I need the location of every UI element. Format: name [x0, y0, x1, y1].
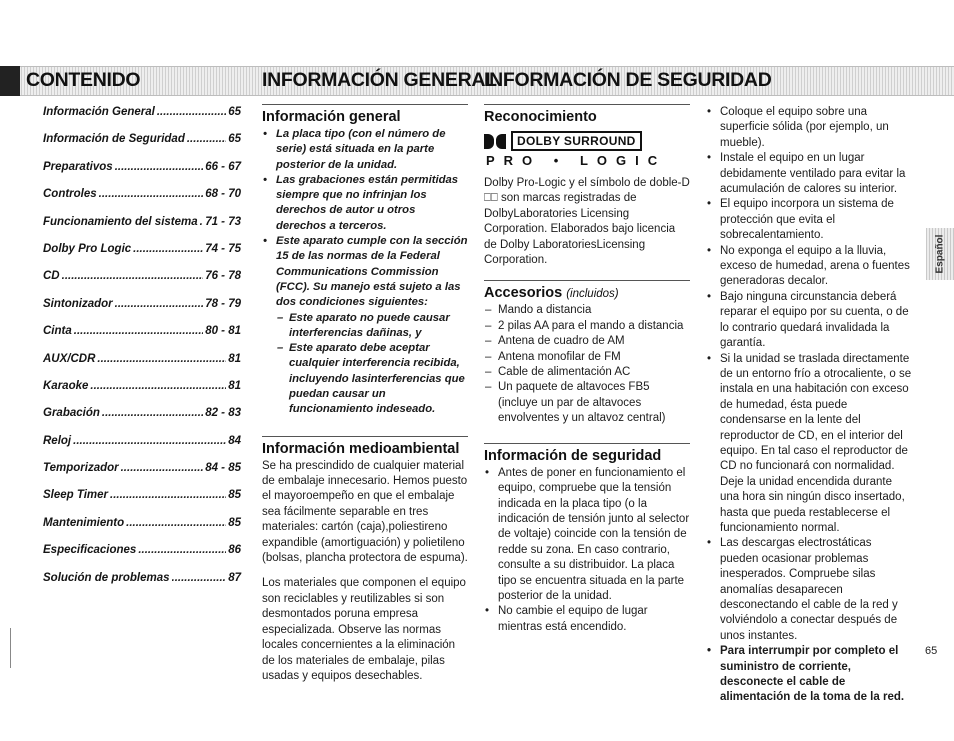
- toc-leader-dots: [115, 298, 204, 310]
- seguridad-list: [484, 466, 690, 635]
- list-item: • La placa tipo (con el número de serie) está situada en la parte posterior de la unidad.: [262, 127, 468, 173]
- medioambiental-paragraph-1: Se ha prescindido de cualquier material de embalaje innecesario. Hemos puesto el mayoroempeño en que el embalaje sea fácilmente separable en tres materiales: cartón (caja),poliestireno expandible (amortiguación) y polietileno (bolsas, plancha protectora de espuma).: [262, 459, 468, 565]
- heading-informacion-general: Información general: [262, 109, 401, 125]
- side-tab-label: Español: [934, 234, 946, 274]
- toc-row[interactable]: [43, 380, 241, 407]
- toc-row[interactable]: [43, 462, 241, 489]
- list-item: – Mando a distancia: [484, 303, 690, 318]
- section-rule: [484, 280, 690, 281]
- heading-seguridad: Información de seguridad: [484, 447, 662, 464]
- toc-label: Dolby Pro Logic: [43, 242, 132, 255]
- toc-page: 84: [228, 434, 241, 447]
- pro-logic-label: PRO • LOGIC: [486, 153, 667, 168]
- toc-label: Controles: [43, 188, 97, 201]
- toc-leader-dots: [121, 462, 204, 474]
- toc-row[interactable]: [43, 188, 241, 215]
- reconocimiento-text: Dolby Pro-Logic y el símbolo de doble-D ⎕⎕ son marcas registradas de DolbyLaboratories Licensing Corporation. Elaborados bajo licencia de Dolby LaboratoriesLicensing Corporation.: [484, 177, 690, 267]
- header-informacion-seguridad: INFORMACIÓN DE SEGURIDAD: [484, 69, 772, 91]
- list-item: • Antes de poner en funcionamiento el equipo, compruebe que la tensión indicada en la placa tipo (o la indicación de tensión junto al selector de voltaje) coincide con la tensión de redde su zona. En caso contrario, consulte a su distribuidor. La placa tipo se encuentra situada en la parte posterior de la unidad.: [484, 466, 690, 605]
- toc-leader-dots: [99, 188, 204, 200]
- toc-page: 71 - 73: [205, 215, 241, 228]
- dolby-surround-logo: [484, 131, 690, 151]
- list-item: – Antena de cuadro de AM: [484, 334, 690, 349]
- toc-leader-dots: [172, 572, 227, 584]
- toc-label: Reloj: [43, 434, 72, 447]
- list-item: • El equipo incorpora un sistema de protección que evita el sobrecalentamiento.: [706, 197, 912, 243]
- section-rule: [262, 104, 468, 105]
- list-item: – Cable de alimentación AC: [484, 365, 690, 380]
- toc-row[interactable]: [43, 517, 241, 544]
- toc-page: 82 - 83: [205, 407, 241, 420]
- toc-leader-dots: [200, 216, 204, 228]
- list-item: • Las descargas electrostáticas pueden ocasionar problemas inesperados. Compruebe silas anomalías desaparecen desconectando el cable de la red y volviéndolo a conectar después de unos instantes.: [706, 536, 912, 644]
- toc-label: Información de Seguridad: [43, 133, 185, 146]
- toc-page: 66 - 67: [205, 160, 241, 173]
- toc-leader-dots: [126, 517, 226, 529]
- toc-row[interactable]: [43, 243, 241, 270]
- table-of-contents: [43, 106, 241, 599]
- toc-row[interactable]: [43, 106, 241, 133]
- medioambiental-paragraph-2: Los materiales que componen el equipo son reciclables y reutilizables si son desmontados poruna empresa especializada. Observe las normas locales concernientes a la eliminación de los materiales de embalaje, pilas usadas y equipos desechables.: [262, 577, 466, 682]
- safety-bullet-list: [706, 105, 912, 706]
- toc-leader-dots: [74, 325, 203, 337]
- list-item: • No exponga el equipo a la lluvia, exceso de humedad, arena o fuentes generadoras decalor.: [706, 244, 912, 290]
- toc-row[interactable]: [43, 407, 241, 434]
- toc-page: 85: [228, 516, 241, 529]
- accesorios-list: [484, 303, 690, 426]
- toc-page: 86: [228, 544, 241, 557]
- accesorios-title: Accesorios: [484, 285, 563, 302]
- toc-label: Preparativos: [43, 160, 113, 173]
- accesorios-note: (incluidos): [566, 288, 619, 301]
- header-informacion-general: INFORMACIÓN GENERAL: [262, 69, 497, 91]
- margin-line: [10, 628, 11, 668]
- toc-leader-dots: [157, 106, 226, 118]
- toc-page: 68 - 70: [205, 188, 241, 201]
- list-item: • No cambie el equipo de lugar mientras está encendido.: [484, 604, 690, 635]
- toc-page: 84 - 85: [205, 462, 241, 475]
- toc-page: 80 - 81: [205, 325, 241, 338]
- page-number: 65: [925, 645, 938, 657]
- section-rule: [262, 436, 468, 437]
- toc-row[interactable]: [43, 325, 241, 352]
- toc-row[interactable]: [43, 298, 241, 325]
- toc-row[interactable]: [43, 435, 241, 462]
- column-seguridad-continued: [706, 105, 912, 706]
- section-rule: [484, 443, 690, 444]
- double-d-icon: [484, 134, 506, 149]
- list-item: • Instale el equipo en un lugar debidamente ventilado para evitar la acumulación de calores su interior.: [706, 151, 912, 197]
- list-item: – 2 pilas AA para el mando a distancia: [484, 319, 690, 334]
- list-item: – Un paquete de altavoces FB5 (incluye un par de altavoces envolventes y un altavoz central): [484, 380, 690, 426]
- toc-page: 74 - 75: [205, 242, 241, 255]
- toc-page: 76 - 78: [205, 270, 241, 283]
- dolby-surround-label: DOLBY SURROUND: [511, 131, 642, 151]
- list-item-text: Este aparato cumple con la sección 15 de las normas de la Federal Communications Commission (FCC). Su manejo está sujeto a las dos condiciones siguientes:: [276, 235, 468, 309]
- toc-label: AUX/CDR: [43, 352, 96, 365]
- toc-label: CD: [43, 270, 60, 283]
- toc-label: Especificaciones: [43, 544, 137, 557]
- toc-label: Funcionamiento del sistema: [43, 215, 198, 228]
- language-side-tab: [926, 228, 954, 280]
- toc-row[interactable]: [43, 572, 241, 599]
- toc-leader-dots: [73, 435, 226, 447]
- toc-page: 81: [228, 379, 241, 392]
- section-rule: [484, 104, 690, 105]
- toc-leader-dots: [90, 380, 226, 392]
- toc-row[interactable]: [43, 133, 241, 160]
- heading-reconocimiento: Reconocimiento: [484, 109, 597, 125]
- toc-page: 81: [228, 352, 241, 365]
- header-contenido: CONTENIDO: [26, 69, 141, 91]
- header-corner-mark: [0, 66, 20, 96]
- toc-row[interactable]: [43, 161, 241, 188]
- column-informacion-general: [262, 104, 468, 684]
- list-item: • Las grabaciones están permitidas siempre que no infrinjan los derechos de autor u otros derechos a terceros.: [262, 173, 468, 234]
- toc-label: Grabación: [43, 407, 100, 420]
- toc-label: Temporizador: [43, 462, 119, 475]
- toc-leader-dots: [133, 243, 203, 255]
- general-bullet-list: [262, 127, 468, 418]
- toc-label: Karaoke: [43, 379, 89, 392]
- toc-leader-dots: [102, 407, 203, 419]
- toc-leader-dots: [187, 133, 226, 145]
- toc-label: Sintonizador: [43, 297, 113, 310]
- toc-page: 85: [228, 489, 241, 502]
- toc-row[interactable]: [43, 216, 241, 243]
- column-reconocimiento: [484, 104, 690, 635]
- toc-leader-dots: [62, 270, 204, 282]
- toc-row[interactable]: [43, 270, 241, 297]
- toc-label: Información General: [43, 106, 155, 118]
- toc-leader-dots: [97, 353, 226, 365]
- toc-label: Sleep Timer: [43, 489, 108, 502]
- list-item: – Antena monofilar de FM: [484, 350, 690, 365]
- toc-page: 65: [228, 133, 241, 146]
- toc-row[interactable]: [43, 353, 241, 380]
- toc-row[interactable]: [43, 544, 241, 571]
- list-item: • Coloque el equipo sobre una superficie sólida (por ejemplo, un mueble).: [706, 105, 912, 151]
- heading-medioambiental: Información medioambiental: [262, 440, 460, 457]
- sub-list-item: – Este aparato no puede causar interferencias dañinas, y: [276, 311, 468, 342]
- toc-label: Cinta: [43, 325, 72, 338]
- list-item: • Si la unidad se traslada directamente de un entorno frío a otrocaliente, o se instala en una habitación con exceso de humedad, ésta puede condensarse en la lente del reproductor de CD, en el interior del equipo. En tal caso el reproductor de CD no funcionará con normalidad. Deje la unidad encendida durante una hora sin ningún disco insertado, hasta que pueda restablecerse el funcionamiento normal.: [706, 352, 912, 537]
- toc-row[interactable]: [43, 489, 241, 516]
- toc-label: Mantenimiento: [43, 516, 125, 529]
- toc-page: 87: [228, 571, 241, 584]
- list-item: [262, 234, 468, 418]
- toc-leader-dots: [115, 161, 204, 173]
- list-item: • Bajo ninguna circunstancia deberá reparar el equipo por su cuenta, o de lo contrario quedará invalidada la garantía.: [706, 290, 912, 352]
- toc-label: Solución de problemas: [43, 571, 170, 584]
- toc-page: 65: [228, 106, 241, 118]
- toc-leader-dots: [110, 489, 226, 501]
- toc-leader-dots: [138, 544, 226, 556]
- heading-accesorios: [484, 285, 690, 301]
- sub-bullet-list: [276, 311, 468, 418]
- list-item-bold: • Para interrumpir por completo el suministro de corriente, desconecte el cable de alimentación de la toma de la red.: [706, 644, 912, 706]
- toc-page: 78 - 79: [205, 297, 241, 310]
- sub-list-item: – Este aparato debe aceptar cualquier interferencia recibida, incluyendo lasinterferencias que puedan causar un funcionamiento indeseado.: [276, 341, 468, 417]
